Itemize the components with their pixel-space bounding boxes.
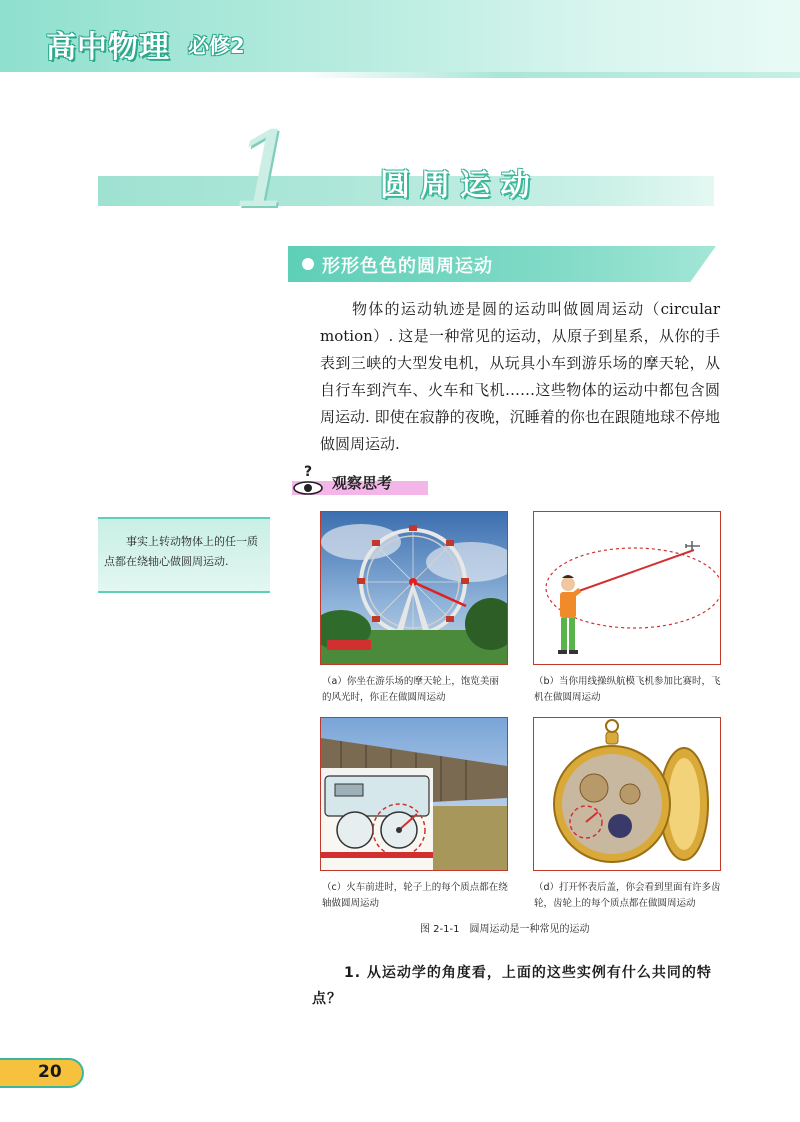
- body-paragraph: 物体的运动轨迹是圆的运动叫做圆周运动（circular motion）. 这是一种常见的运动，从原子到星系，从你的手表到三峡的大型发电机，从玩具小车到游乐场的摩天轮，从自行车到汽车、火车和飞机……这些物体的运动中都包含圆周运动. 即使在寂静的夜晚，沉睡着的你也在跟随地球不停地做圆周运动.: [320, 300, 720, 453]
- question-text: 1. 从运动学的角度看，上面的这些实例有什么共同的特点？: [312, 965, 712, 1007]
- header-stripe: [300, 72, 800, 78]
- chapter-number: 1: [232, 109, 299, 231]
- caption-a: （a）你坐在游乐场的摩天轮上，饱览美丽的风光时，你正在做圆周运动: [322, 676, 499, 703]
- caption-b: （b）当你用线操纵航模飞机参加比赛时，飞机在做圆周运动: [534, 676, 721, 703]
- observe-title: 观察思考: [332, 474, 393, 492]
- caption-c: （c）火车前进时，轮子上的每个质点都在绕轴做圆周运动: [322, 882, 508, 909]
- figure-pocket-watch: [533, 717, 721, 871]
- chapter-title: 圆周运动: [380, 168, 540, 203]
- eye-question-icon: [290, 462, 326, 498]
- bullet-dot-icon: [302, 258, 314, 270]
- caption-d: （d）打开怀表后盖，你会看到里面有许多齿轮，齿轮上的每个质点都在做圆周运动: [534, 882, 721, 909]
- figure-ferris-wheel: [320, 511, 508, 665]
- page-number: 20: [38, 1062, 62, 1082]
- margin-note-text: 事实上转动物体上的任一质点都在绕轴心做圆周运动.: [104, 535, 258, 568]
- figure-caption: 图 2-1-1 圆周运动是一种常见的运动: [420, 924, 590, 935]
- section-title: 形形色色的圆周运动: [322, 256, 493, 277]
- figure-train-wheels: [320, 717, 508, 871]
- book-title: 高中物理: [46, 30, 170, 65]
- figure-model-plane: [533, 511, 721, 665]
- book-subtitle: 必修2: [188, 34, 245, 58]
- svg-text:?: ?: [304, 464, 313, 480]
